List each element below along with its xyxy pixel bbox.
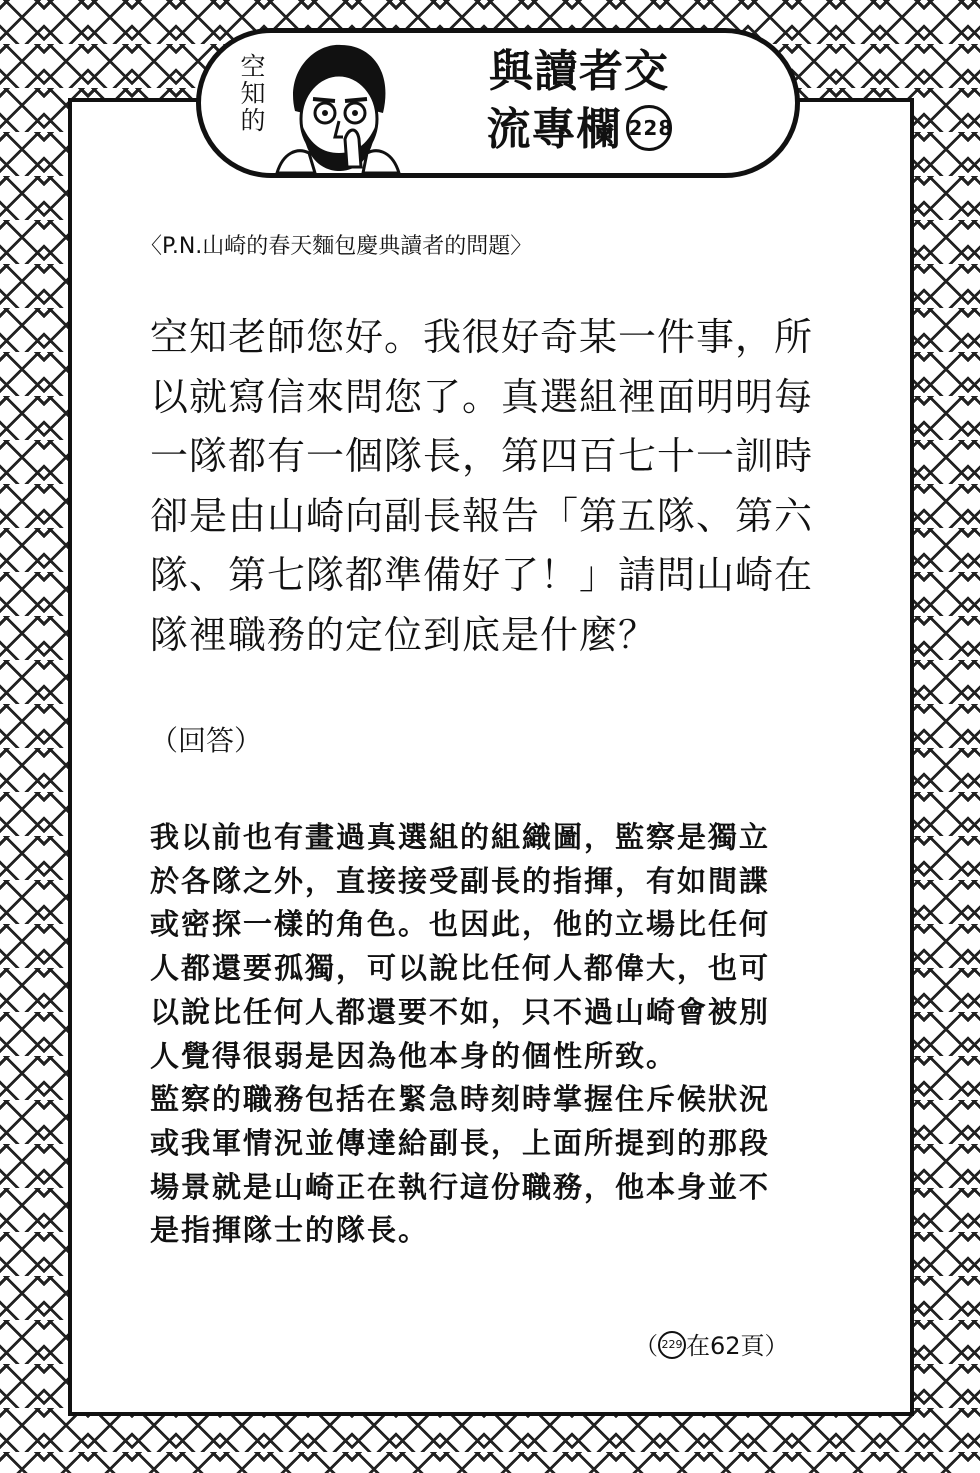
- author-char: 的: [240, 106, 266, 135]
- question-line: 空知老師您好。我很好奇某一件事，所: [150, 315, 814, 359]
- question-line: 隊裡職務的定位到底是什麼？: [150, 612, 658, 657]
- title-line-1: 與讀者交: [489, 46, 669, 97]
- answer-line: 場景就是山崎正在執行這份職務，他本身並不: [150, 1169, 771, 1204]
- answer-line: 於各隊之外，直接接受副長的指揮，有如間諜: [150, 863, 771, 898]
- answer-line: 以說比任何人都還要不如，只不過山崎會被別: [150, 994, 771, 1029]
- answer-line: 監察的職務包括在緊急時刻時掌握住斥候狀況: [150, 1082, 771, 1117]
- next-column-number-badge: 229: [658, 1331, 686, 1359]
- next-column-reference: [634, 1330, 789, 1362]
- question-line: 以就寫信來問您了。真選組裡面明明每: [150, 374, 814, 419]
- ref-page-text: 在62頁: [686, 1332, 765, 1360]
- author-char: 空: [240, 52, 266, 81]
- question-line: 隊、第七隊都準備好了！」請問山崎在: [150, 553, 814, 597]
- title-line-2: [449, 101, 709, 159]
- answer-line: 或我軍情況並傳達給副長，上面所提到的那段: [150, 1125, 771, 1160]
- column-number-badge: 228: [626, 105, 672, 151]
- column-title: [449, 43, 709, 159]
- answer-line: 或密探一樣的角色。也因此，他的立場比任何: [150, 907, 771, 942]
- answer-line: 我以前也有畫過真選組的組織圖，監察是獨立: [150, 820, 771, 854]
- ref-open-paren: （: [634, 1332, 658, 1360]
- author-portrait-icon: [275, 41, 401, 173]
- author-char: 知: [240, 79, 266, 108]
- question-source: 〈P.N.山崎的春天麵包慶典讀者的問題〉: [140, 234, 533, 259]
- question-line: 一隊都有一個隊長，第四百七十一訓時: [150, 434, 814, 478]
- answer-text: [150, 816, 830, 1253]
- question-text: [150, 308, 840, 665]
- title-line-2-text: 流專欄: [486, 104, 622, 155]
- answer-line: 人都還要孤獨，可以說比任何人都偉大，也可: [150, 951, 771, 986]
- question-line: 卻是由山崎向副長報告「第五隊、第六: [150, 493, 814, 538]
- ref-close-paren: ）: [764, 1332, 789, 1360]
- column-header: [196, 28, 800, 178]
- author-label: [239, 53, 267, 134]
- answer-line: 人覺得很弱是因為他本身的個性所致。: [150, 1038, 678, 1073]
- answer-line: 是指揮隊士的隊長。: [150, 1213, 430, 1248]
- answer-label: （回答）: [150, 724, 263, 757]
